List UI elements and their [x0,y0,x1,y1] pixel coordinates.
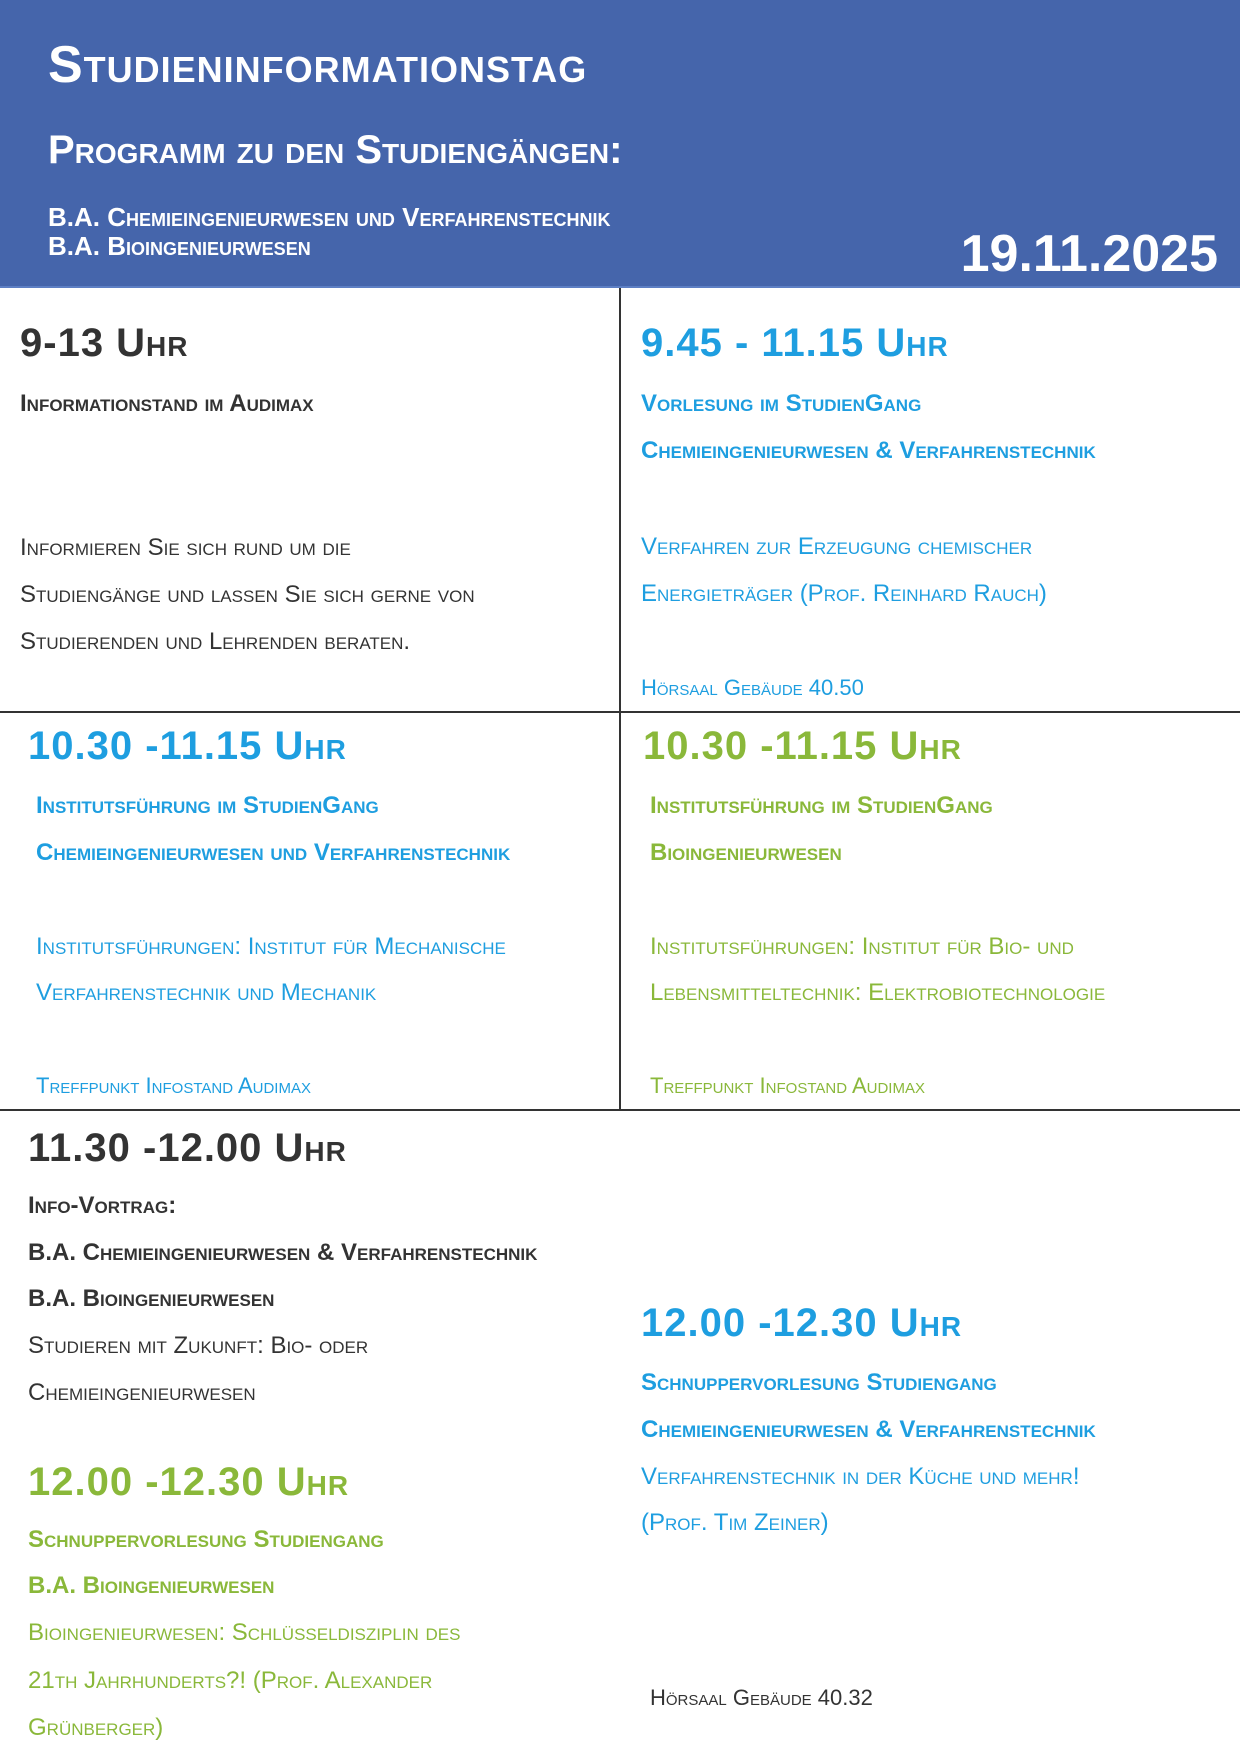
event-description: Institutsführungen: Institut für Bio- und [650,933,1074,960]
event-description: Grünberger) [28,1714,164,1741]
event-title: Schnuppervorlesung Studiengang [641,1369,997,1396]
event-title: B.A. Bioingenieurwesen [28,1572,275,1599]
event-description: Verfahrenstechnik in der Küche und mehr! [641,1463,1080,1490]
event-description: Studieren mit Zukunft: Bio- oder [28,1332,369,1359]
event-description: Institutsführungen: Institut für Mechanische [36,933,506,960]
event-time: 9-13 Uhr [20,321,189,365]
event-time: 12.00 -12.30 Uhr [28,1460,350,1504]
event-title: Institutsführung im StudienGang [650,792,993,819]
event-location: Treffpunkt Infostand Audimax [36,1073,311,1098]
event-title: B.A. Bioingenieurwesen [28,1285,275,1312]
event-description: (Prof. Tim Zeiner) [641,1509,829,1536]
event-description: Studierenden und Lehrenden beraten. [20,628,411,655]
event-time: 10.30 -11.15 Uhr [28,724,347,768]
event-location: Hörsaal Gebäude 40.32 [650,1685,873,1710]
event-time: 9.45 - 11.15 Uhr [641,321,949,365]
event-title: Chemieingenieurwesen & Verfahrenstechnik [641,437,1096,464]
event-date: 19.11.2025 [960,225,1218,283]
page-title: Studieninformationstag [48,36,588,94]
event-title: Chemieingenieurwesen & Verfahrenstechnik [641,1416,1096,1443]
event-title: Informationstand im Audimax [20,390,314,417]
program-name: B.A. Bioingenieurwesen [48,231,311,261]
header-banner [0,0,1240,288]
event-description: Chemieingenieurwesen [28,1379,256,1406]
event-time: 10.30 -11.15 Uhr [643,724,962,768]
event-title: Bioingenieurwesen [650,839,842,866]
column-divider [619,288,621,1110]
event-description: Bioingenieurwesen: Schlüsseldisziplin des [28,1619,461,1646]
event-location: Treffpunkt Infostand Audimax [650,1073,925,1098]
event-time: 11.30 -12.00 Uhr [28,1126,347,1170]
event-title: Institutsführung im StudienGang [36,792,379,819]
event-description: Studiengänge und lassen Sie sich gerne von [20,581,475,608]
row-divider [0,1109,1240,1111]
program-name: B.A. Chemieingenieurwesen und Verfahrenstechnik [48,202,611,232]
event-title: Info-Vortrag: [28,1192,177,1219]
row-divider [0,711,1240,713]
event-title: Schnuppervorlesung Studiengang [28,1526,384,1553]
event-description: 21th Jahrhunderts?! (Prof. Alexander [28,1667,433,1694]
event-description: Energieträger (Prof. Reinhard Rauch) [641,580,1047,607]
event-title: B.A. Chemieingenieurwesen & Verfahrenstechnik [28,1239,538,1266]
event-description: Lebensmitteltechnik: Elektrobiotechnologie [650,979,1106,1006]
event-description: Informieren Sie sich rund um die [20,534,351,561]
event-description: Verfahrenstechnik und Mechanik [36,979,377,1006]
program-subtitle: Programm zu den Studiengängen: [48,128,623,172]
event-description: Verfahren zur Erzeugung chemischer [641,533,1033,560]
event-title: Vorlesung im StudienGang [641,390,922,417]
event-location: Hörsaal Gebäude 40.50 [641,675,864,700]
event-title: Chemieingenieurwesen und Verfahrenstechnik [36,839,511,866]
event-time: 12.00 -12.30 Uhr [641,1301,963,1345]
